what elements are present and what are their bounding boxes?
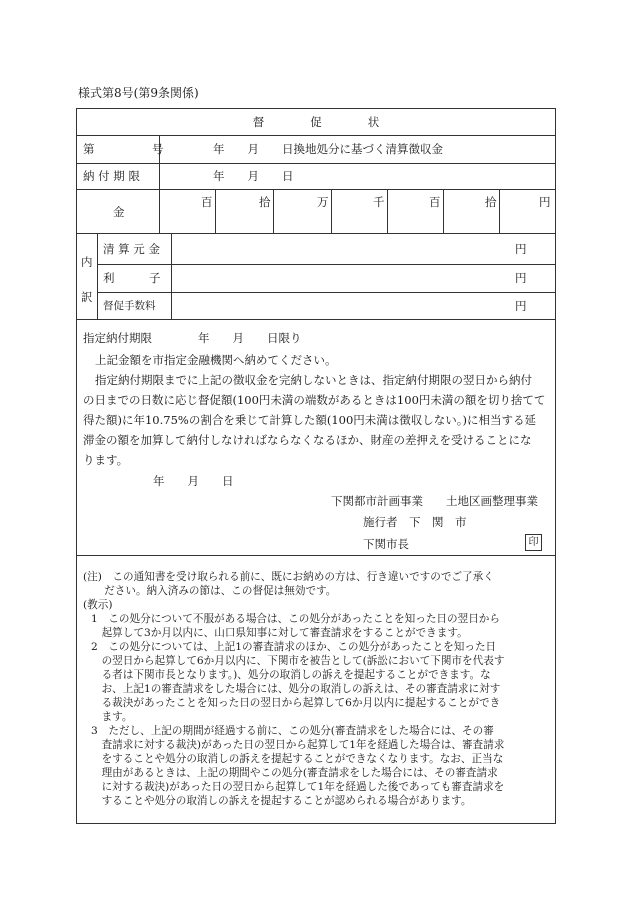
warning-line-5: ります。	[83, 453, 129, 467]
notes-section	[83, 570, 553, 808]
teaching-item-3	[83, 724, 553, 808]
teaching-item-2	[83, 640, 553, 724]
amount-unit-yen: 円	[539, 195, 551, 209]
interest-label: 利 子	[103, 271, 161, 285]
late-fee-warning	[83, 370, 553, 470]
interest-unit: 円	[515, 271, 527, 285]
teaching-item-3-line-2: 査請求に対する裁決)があった日の翌日から起算して1年を経過した場合は、審査請求	[91, 739, 505, 751]
demand-notice-form	[76, 108, 556, 824]
teaching-item-2-line-1: 2 この処分については、上記1の審査請求のほか、この処分があったことを知った日	[91, 641, 497, 653]
warning-line-2: の日までの日数に応じ督促額(100円未満の端数があるときは100円未満の額を切り捨てて	[83, 393, 546, 407]
warning-line-4: 滞金の額を加算して納付しなければならなくなるほか、財産の差押えを受けることにな	[83, 433, 532, 447]
note-line-2: ださい。納入済みの節は、この督促は無効です。	[83, 585, 337, 597]
executor: 施行者 下 関 市	[363, 515, 467, 529]
due-label: 納 付 期 限	[83, 169, 140, 183]
pay-instruction: 上記金額を市指定金融機関へ納めてください。	[95, 353, 337, 367]
due-value: 年 月 日	[213, 169, 294, 183]
principal-unit: 円	[515, 242, 527, 256]
teaching-item-1	[83, 612, 553, 640]
amount-unit-thousand: 千	[373, 195, 385, 209]
amount-unit-ten-million: 拾	[259, 195, 271, 209]
teaching-label: (教示)	[83, 599, 113, 611]
teaching-item-2-line-5: る裁決があったことを知った日の翌日から起算して6か月以内に提起することができ	[91, 697, 501, 709]
teaching-item-3-line-3: をすることや処分の取消しの訴えを提起することができなくなります。なお、正当な	[91, 753, 504, 765]
amount-unit-hundred-million: 百	[201, 195, 213, 209]
mayor-title: 下関市長	[363, 537, 409, 551]
document-title: 督 促 状	[252, 115, 380, 129]
seal-mark: 印	[525, 534, 542, 551]
number-value: 年 月 日換地処分に基づく清算徴収金	[213, 142, 443, 156]
warning-line-3: 得た額)に年10.75%の割合を乗じて計算した額(100円未満は徴収しない。)に相当する延	[83, 413, 537, 427]
breakdown-label-top: 内	[81, 255, 93, 269]
warning-line-1: 指定納付期限までに上記の徴収金を完納しないときは、指定納付期限の翌日から納付	[95, 373, 532, 387]
note-line-1: (注) この通知書を受け取られる前に、既にお納めの方は、行き違いですのでご了承く	[83, 571, 494, 583]
amount-unit-hundred: 百	[429, 195, 441, 209]
principal-label: 清 算 元 金	[103, 242, 160, 256]
number-label: 第 号	[83, 142, 164, 156]
project-name: 下関都市計画事業 土地区画整理事業	[331, 494, 538, 508]
teaching-item-3-line-4: 理由があるときは、上記の期間やこの処分(審査請求をした場合には、その審査請求	[91, 767, 498, 779]
teaching-item-3-line-6: することや処分の取消しの訴えを提起することが認められる場合があります。	[91, 795, 472, 807]
amount-unit-ten-thousand: 万	[317, 195, 329, 209]
breakdown-label-bottom: 訳	[81, 290, 93, 304]
form-number: 様式第8号(第9条関係)	[78, 86, 199, 100]
fee-label: 督促手数料	[103, 300, 156, 312]
issue-date: 年 月 日	[153, 474, 234, 488]
teaching-item-2-line-2: の翌日から起算して6か月以内に、下関市を被告として(訴訟において下関市を代表す	[91, 655, 505, 667]
teaching-item-2-line-4: お、上記1の審査請求をした場合には、処分の取消しの訴えは、その審査請求に対す	[91, 683, 501, 695]
teaching-item-2-line-3: る者は下関市長となります。)、処分の取消しの訴えを提起することができます。な	[91, 669, 491, 681]
teaching-item-1-line-1: 1 この処分について不服がある場合は、この処分があったことを知った日の翌日から	[91, 613, 500, 625]
teaching-item-2-line-6: ます。	[91, 711, 133, 723]
amount-label: 金	[113, 205, 125, 219]
amount-unit-ten: 拾	[485, 195, 497, 209]
teaching-item-3-line-1: 3 ただし、上記の期間が経過する前に、この処分(審査請求をした場合には、その審	[91, 725, 494, 737]
deadline-text: 指定納付期限 年 月 日限り	[83, 331, 302, 345]
fee-unit: 円	[515, 299, 527, 313]
teaching-item-1-line-2: 起算して3か月以内に、山口県知事に対して審査請求をすることができます。	[91, 627, 468, 639]
teaching-item-3-line-5: に対する裁決)があった日の翌日から起算して1年を経過した後であっても審査請求を	[91, 781, 505, 793]
